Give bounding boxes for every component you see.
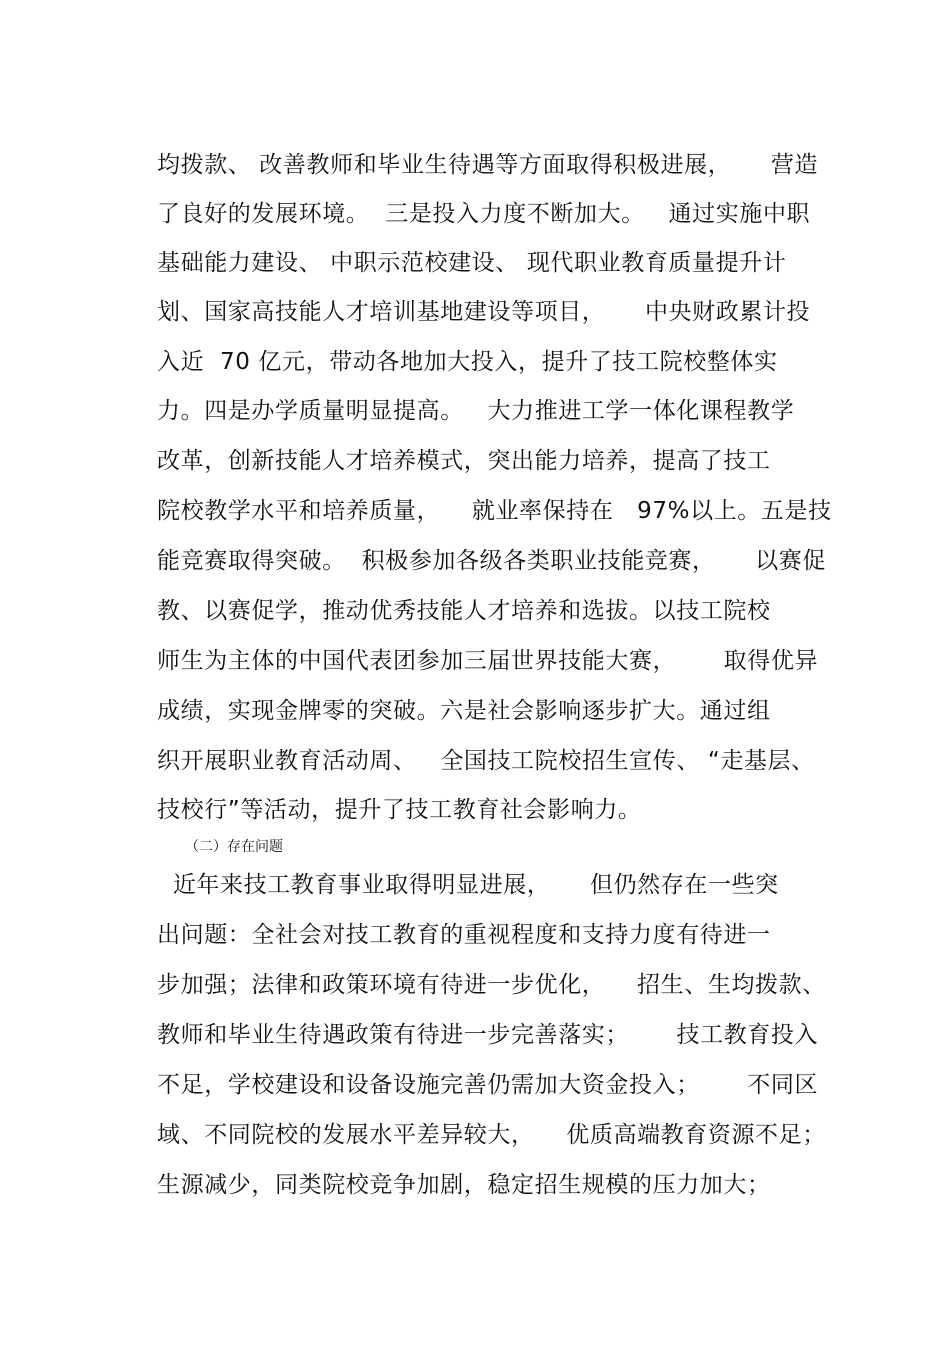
text-line: 出问题：全社会对技工教育的重视程度和支持力度有待进一	[157, 922, 771, 948]
text-line: 生源减少，同类院校竞争加剧，稳定招生规模的压力加大；	[157, 1172, 771, 1198]
text-line: 师生为主体的中国代表团参加三届世界技能大赛， 取得优异	[157, 648, 819, 674]
text-line: 改革，创新技能人才培养模式，突出能力培养，提高了技工	[157, 448, 771, 474]
text-line: 力。四是办学质量明显提高。 大力推进工学一体化课程教学	[157, 398, 795, 424]
section-heading: （二）存在问题	[185, 839, 283, 855]
text-line: 步加强；法律和政策环境有待进一步优化， 招生、生均拨款、	[157, 972, 826, 998]
text-line: 织开展职业教育活动周、 全国技工院校招生宣传、 “走基层、	[157, 748, 815, 774]
text-line: 能竞赛取得突破。 积极参加各级各类职业技能竞赛， 以赛促	[157, 548, 826, 574]
text-line: 基础能力建设、 中职示范校建设、 现代职业教育质量提升计	[157, 250, 787, 276]
text-line: 不足，学校建设和设备设施完善仍需加大资金投入； 不同区	[157, 1072, 819, 1098]
text-line: 技校行”等活动，提升了技工教育社会影响力。	[157, 797, 642, 823]
text-line: 均拨款、 改善教师和毕业生待遇等方面取得积极进展， 营造	[157, 152, 819, 178]
text-line: 教师和毕业生待遇政策有待进一步完善落实； 技工教育投入	[157, 1022, 819, 1048]
text-line: 划、国家高技能人才培训基地建设等项目， 中央财政累计投	[157, 299, 811, 325]
text-line: 域、不同院校的发展水平差异较大， 优质高端教育资源不足；	[157, 1122, 826, 1148]
text-line: 院校教学水平和培养质量， 就业率保持在 97%以上。五是技	[157, 498, 832, 524]
text-line: 教、以赛促学，推动优秀技能人才培养和选拔。以技工院校	[157, 598, 771, 624]
text-line: 了良好的发展环境。 三是投入力度不断加大。 通过实施中职	[157, 201, 811, 227]
text-line: 入近 70 亿元，带动各地加大投入，提升了技工院校整体实	[157, 349, 778, 375]
text-line: 成绩，实现金牌零的突破。六是社会影响逐步扩大。通过组	[157, 698, 771, 724]
text-line: 近年来技工教育事业取得明显进展， 但仍然存在一些突	[157, 872, 779, 898]
